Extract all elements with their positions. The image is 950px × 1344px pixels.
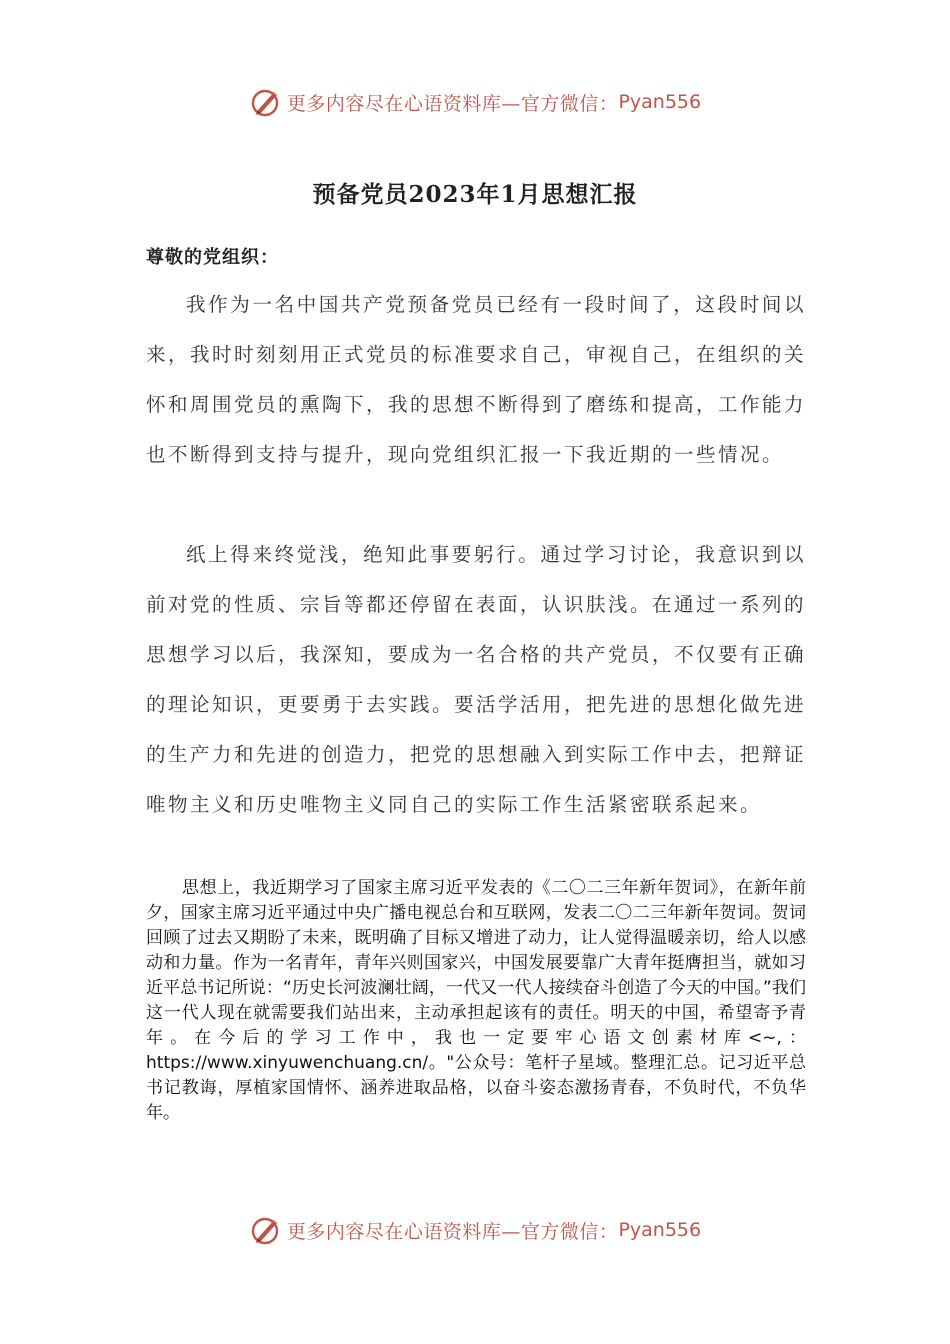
banner-suffix: 官方微信： <box>520 1220 619 1243</box>
header-banner <box>0 82 950 122</box>
page-title: 预备党员2023年1月思想汇报 <box>312 181 638 208</box>
footer-banner <box>0 1210 950 1250</box>
pen-logo-icon <box>249 85 283 119</box>
banner-text: 更多内容尽在心语资料库— <box>286 92 521 115</box>
paragraph-2: 纸上得来终觉浅，绝知此事要躬行。通过学习讨论，我意识到以前对党的性质、宗旨等都还停留在表面，认识肤浅。在通过一系列的思想学习以后，我深知，要成为一名合格的共产党员，不仅要有正确的理论知识，更要勇于去实践。要活学活用，把先进的思想化做先进的生产力和先进的创造力，把党的思想融入到实际工作中去，把辩证唯物主义和历史唯物主义同自己的实际工作生活紧密联系起来。 <box>146 543 807 816</box>
paragraph-1: 我作为一名中国共产党预备党员已经有一段时间了，这段时间以来，我时时刻刻用正式党员的标准要求自己，审视自己，在组织的关怀和周围党员的熏陶下，我的思想不断得到了磨练和提高，工作能力也不断得到支持与提升，现向党组织汇报一下我近期的一些情况。 <box>146 293 807 466</box>
pen-logo-icon <box>249 1213 283 1247</box>
salutation: 尊敬的党组织： <box>146 247 279 268</box>
banner-suffix: 官方微信： <box>520 92 619 115</box>
banner-wechat-id: Pyan556 <box>618 91 702 113</box>
paragraph-3: 思想上，我近期学习了国家主席习近平发表的《二〇二三年新年贺词》，在新年前夕，国家主席习近平通过中央广播电视总台和互联网，发表二〇二三年新年贺词。贺词回顾了过去又期盼了未来，既明确了目标又增进了动力，让人觉得温暖亲切，给人以感动和力量。作为一名青年，青年兴则国家兴，中国发展要靠广大青年挺膺担当，就如习近平总书记所说：“历史长河波澜壮阔，一代又一代人接续奋斗创造了今天的中国。”我们这一代人现在就需要我们站出来，主动承担起该有的责任。明天的中国，希望寄予青年。在今后的学习工作中，我也一定要牢心语文创素材库<~,：https://www.xinyuwenchuang.cn/。"公众号：笔杆子星域。整理汇总。记习近平总书记教诲，厚植家国情怀、涵养进取品格，以奋斗姿态激扬青春，不负时代，不负华年。 <box>146 878 806 1123</box>
banner-wechat-id: Pyan556 <box>618 1219 702 1241</box>
banner-text: 更多内容尽在心语资料库— <box>286 1220 521 1243</box>
